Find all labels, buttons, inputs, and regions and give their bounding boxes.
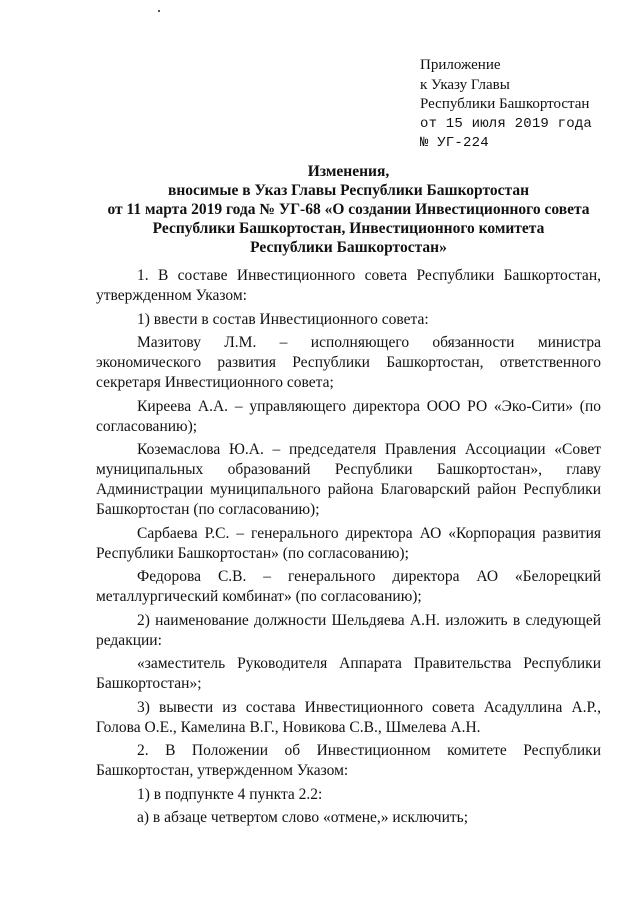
paragraph: 3) вывести из состава Инвестиционного совета Асадуллина А.Р., Голова О.Е., Камелина В.Г., Новикова С.В., Шмелева А.Н. bbox=[96, 698, 601, 736]
appendix-number: № УГ-224 bbox=[420, 135, 489, 151]
document-body bbox=[96, 266, 601, 832]
paragraph: Мазитову Л.М. – исполняющего обязанности министра экономического развития Республики Башкортостан, ответственного секретаря Инвестиционного совета; bbox=[96, 334, 601, 391]
appendix-line-2: к Указу Главы bbox=[420, 76, 510, 93]
document-title bbox=[96, 162, 601, 257]
paragraph: 1) ввести в состав Инвестиционного совета: bbox=[137, 310, 429, 328]
appendix-date: от 15 июля 2019 года bbox=[420, 115, 593, 132]
paragraph: Коземаслова Ю.А. – председателя Правления Ассоциации «Совет муниципальных образований Республики Башкортостан», главу Администрации муниципального района Благоварский район Республики Башкортостан (по согласованию); bbox=[96, 441, 601, 518]
paragraph: 1) в подпункте 4 пункта 2.2: bbox=[137, 785, 323, 803]
scan-speck bbox=[158, 10, 160, 12]
title-line-1: Изменения, bbox=[307, 163, 390, 180]
paragraph: 1. В составе Инвестиционного совета Республики Башкортостан, утвержденном Указом: bbox=[96, 267, 601, 304]
title-line-5: Республики Башкортостан» bbox=[250, 239, 447, 256]
appendix-line-3: Республики Башкортостан bbox=[420, 96, 590, 112]
paragraph: Киреева А.А. – управляющего директора ООО РО «Эко-Сити» (по согласованию); bbox=[96, 397, 601, 435]
paragraph: 2. В Положении об Инвестиционном комитете Республики Башкортостан, утвержденном Указом: bbox=[96, 742, 601, 779]
paragraph: а) в абзаце четвертом слово «отмене,» исключить; bbox=[137, 809, 469, 826]
appendix-block bbox=[420, 56, 592, 154]
title-line-3: от 11 марта 2019 года № УГ-68 «О создании Инвестиционного совета bbox=[107, 201, 590, 218]
paragraph: Федорова С.В. – генерального директора АО «Белорецкий металлургический комбинат» (по согласованию); bbox=[96, 568, 601, 605]
title-line-2: вносимые в Указ Главы Республики Башкортостан bbox=[168, 182, 529, 199]
paragraph: 2) наименование должности Шельдяева А.Н. изложить в следующей редакции: bbox=[96, 611, 601, 649]
appendix-line-1: Приложение bbox=[420, 57, 501, 73]
paragraph: «заместитель Руководителя Аппарата Правительства Республики Башкортостан»; bbox=[96, 655, 601, 692]
title-line-4: Республики Башкортостан, Инвестиционного комитета bbox=[152, 220, 545, 237]
paragraph: Сарбаева Р.С. – генерального директора АО «Корпорация развития Республики Башкортостан» (по согласованию); bbox=[96, 524, 601, 562]
